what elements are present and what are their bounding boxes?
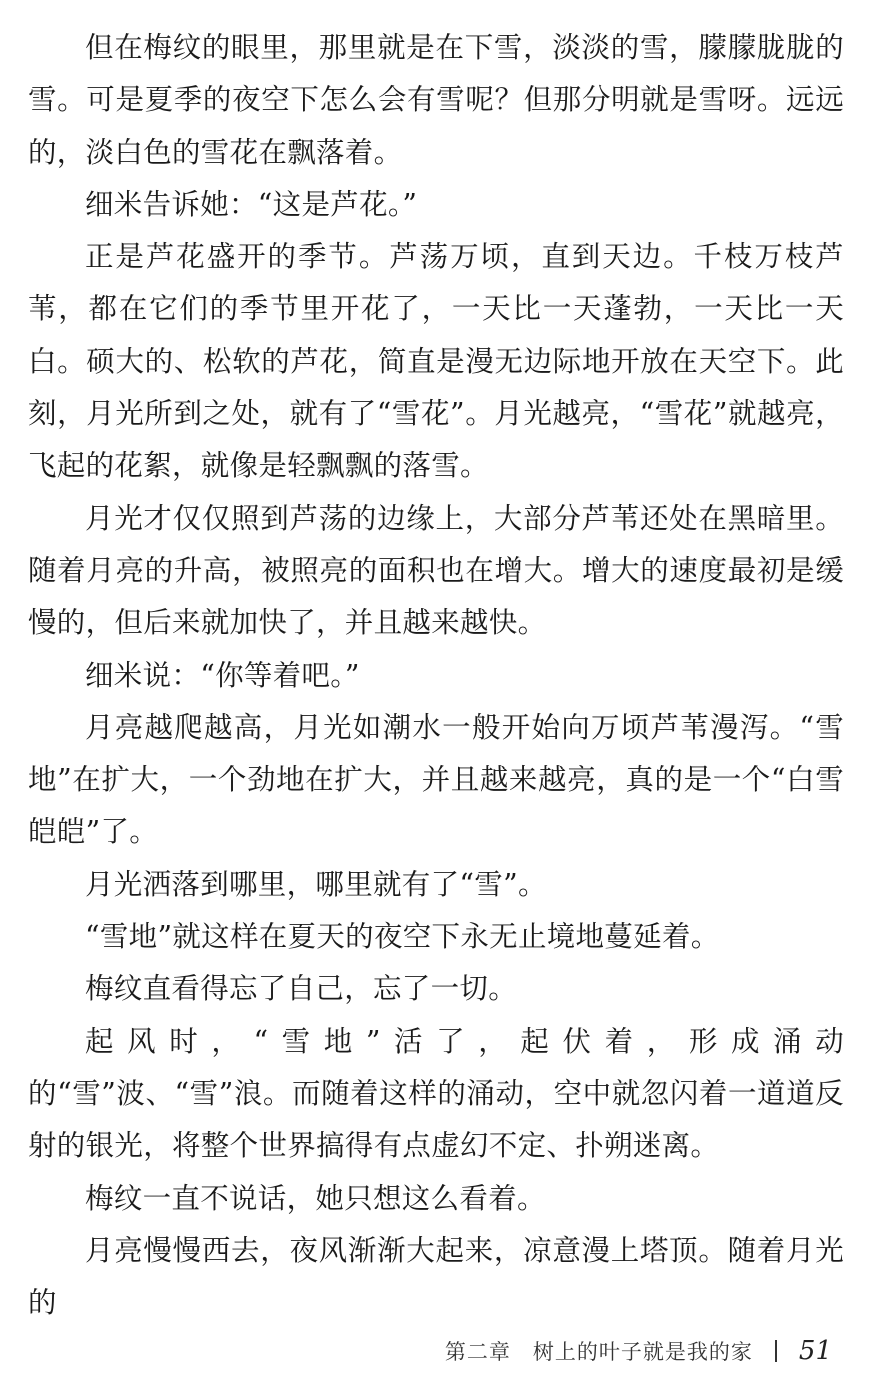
paragraph: 正是芦花盛开的季节。芦荡万顷，直到天边。千枝万枝芦苇，都在它们的季节里开花了，一天比一天蓬勃，一天比一天白。硕大的、松软的芦花，简直是漫无边际地开放在天空下。此刻，月光所到之处，就有了“雪花”。月光越亮，“雪花”就越亮，飞起的花絮，就像是轻飘飘的落雪。 — [28, 240, 844, 483]
paragraph: 细米说：“你等着吧。” — [85, 658, 360, 692]
paragraph: 但在梅纹的眼里，那里就是在下雪，淡淡的雪，朦朦胧胧的雪。可是夏季的夜空下怎么会有雪呢？但那分明就是雪呀。远远的，淡白色的雪花在飘落着。 — [28, 31, 844, 169]
paragraph: 月光洒落到哪里，哪里就有了“雪”。 — [85, 867, 547, 901]
paragraph: 月亮越爬越高，月光如潮水一般开始向万顷芦苇漫泻。“雪地”在扩大，一个劲地在扩大，并且越来越亮，真的是一个“白雪皑皑”了。 — [28, 710, 844, 849]
paragraph: 梅纹直看得忘了自己，忘了一切。 — [85, 972, 518, 1006]
paragraph: 梅纹一直不说话，她只想这么看着。 — [85, 1181, 546, 1215]
paragraph: 月亮慢慢西去，夜风渐渐大起来，凉意漫上塔顶。随着月光的 — [28, 1233, 844, 1320]
paragraph: “雪地”就这样在夏天的夜空下永无止境地蔓延着。 — [85, 920, 720, 954]
page-footer — [445, 1333, 832, 1369]
page-number: 51 — [798, 1336, 832, 1366]
paragraph: 月光才仅仅照到芦荡的边缘上，大部分芦苇还处在黑暗里。随着月亮的升高，被照亮的面积也在增大。增大的速度最初是缓慢的，但后来就加快了，并且越来越快。 — [28, 501, 844, 640]
footer-divider — [775, 1340, 777, 1362]
chapter-title: 第二章 树上的叶子就是我的家 — [444, 1340, 753, 1364]
body-text — [28, 22, 844, 1329]
paragraph: 起风时，“雪地”活了，起伏着，形成涌动的“雪”波、“雪”浪。而随着这样的涌动，空中就忽闪着一道道反射的银光，将整个世界搞得有点虚幻不定、扑朔迷离。 — [28, 1024, 844, 1163]
paragraph: 细米告诉她：“这是芦花。” — [85, 187, 418, 221]
